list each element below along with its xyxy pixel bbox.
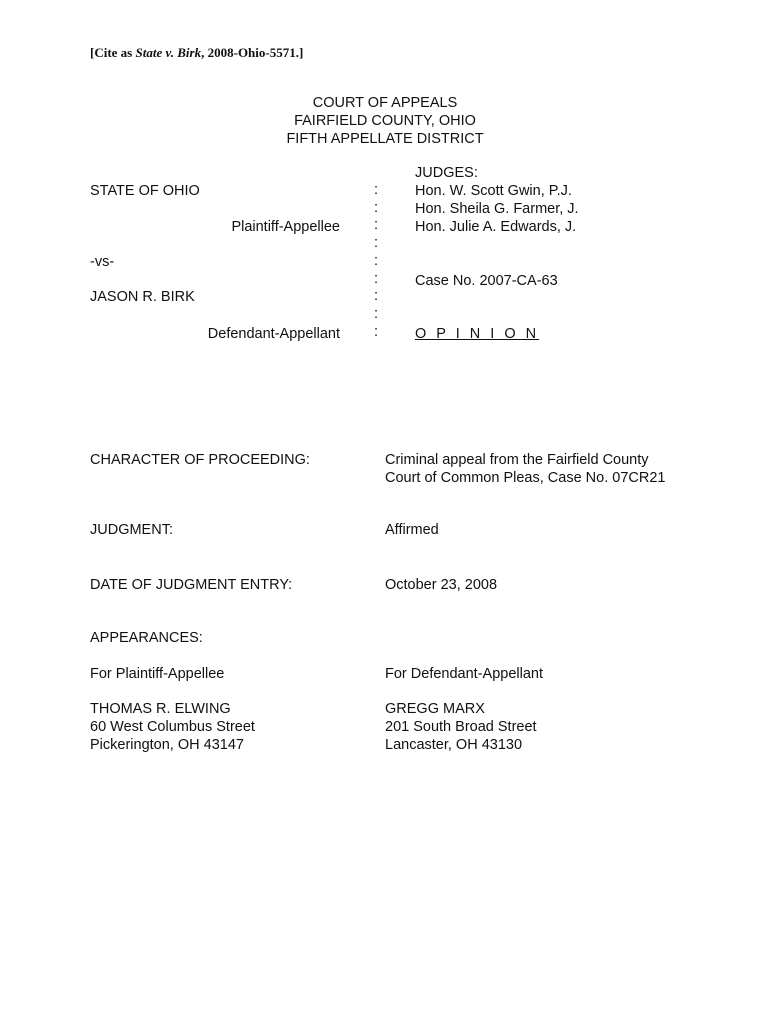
defendant-name: JASON R. BIRK bbox=[90, 289, 195, 305]
court-name: COURT OF APPEALS bbox=[312, 95, 458, 111]
character-value-line: Criminal appeal from the Fairfield County bbox=[385, 452, 649, 468]
judgment-label: JUDGMENT: bbox=[90, 522, 173, 538]
opinion-label: O P I N I O N bbox=[415, 326, 540, 342]
character-label: CHARACTER OF PROCEEDING: bbox=[90, 452, 310, 468]
plaintiff-counsel-line: 60 West Columbus Street bbox=[90, 719, 255, 735]
separator-colon: : bbox=[374, 252, 379, 269]
citation bbox=[90, 44, 303, 62]
plaintiff-counsel bbox=[90, 700, 255, 754]
appearances-heading: APPEARANCES: bbox=[90, 630, 203, 646]
defendant-counsel-line: GREGG MARX bbox=[385, 701, 485, 717]
character-value bbox=[385, 451, 665, 487]
defendant-counsel-heading: For Defendant-Appellant bbox=[385, 666, 543, 682]
judgment-value: Affirmed bbox=[385, 522, 439, 538]
separator-colon: : bbox=[374, 199, 379, 216]
character-value-line: Court of Common Pleas, Case No. 07CR21 bbox=[385, 470, 666, 486]
separator-colon: : bbox=[374, 182, 379, 198]
plaintiff-counsel-line: THOMAS R. ELWING bbox=[90, 701, 231, 717]
opinion-title bbox=[415, 325, 539, 343]
citation-prefix: [Cite as bbox=[90, 45, 136, 60]
judge-name: Hon. Julie A. Edwards, J. bbox=[415, 219, 577, 235]
citation-suffix: , 2008-Ohio-5571.] bbox=[201, 45, 304, 60]
plaintiff-counsel-heading: For Plaintiff-Appellee bbox=[90, 666, 225, 682]
separator-colon: : bbox=[374, 235, 379, 252]
defendant-counsel-line: 201 South Broad Street bbox=[385, 719, 537, 735]
court-header bbox=[0, 94, 770, 148]
plaintiff-role: Plaintiff-Appellee bbox=[231, 219, 340, 235]
judges-heading: JUDGES: bbox=[415, 165, 478, 181]
defendant-counsel-line: Lancaster, OH 43130 bbox=[385, 737, 523, 753]
separator-colon: : bbox=[374, 288, 379, 305]
plaintiff-counsel-line: Pickerington, OH 43147 bbox=[90, 737, 244, 753]
separator-colon: : bbox=[374, 270, 379, 287]
defendant-role: Defendant-Appellant bbox=[207, 326, 340, 342]
judge-name: Hon. Sheila G. Farmer, J. bbox=[415, 201, 579, 217]
plaintiff-name: STATE OF OHIO bbox=[90, 183, 200, 199]
date-label: DATE OF JUDGMENT ENTRY: bbox=[90, 577, 293, 593]
case-number: Case No. 2007-CA-63 bbox=[415, 273, 558, 289]
separator-colon: : bbox=[374, 323, 379, 340]
separator-colon: : bbox=[374, 305, 379, 322]
county-name: FAIRFIELD COUNTY, OHIO bbox=[294, 113, 476, 129]
district-name: FIFTH APPELLATE DISTRICT bbox=[286, 131, 484, 147]
separator-colon: : bbox=[374, 217, 379, 234]
defendant-counsel bbox=[385, 700, 537, 754]
judges-block bbox=[415, 164, 579, 236]
caption-separator bbox=[374, 182, 378, 341]
citation-case-name: State v. Birk bbox=[135, 45, 202, 60]
judge-name: Hon. W. Scott Gwin, P.J. bbox=[415, 183, 572, 199]
versus: -vs- bbox=[90, 254, 115, 270]
date-value: October 23, 2008 bbox=[385, 577, 498, 593]
